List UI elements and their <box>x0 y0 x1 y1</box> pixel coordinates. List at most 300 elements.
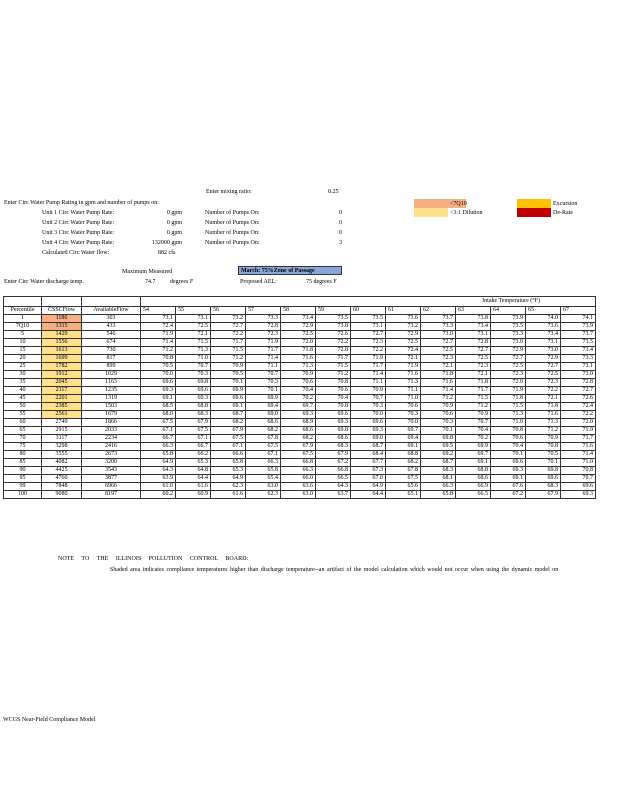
temperature-cell: 72.7 <box>561 387 596 395</box>
pump-rate-label: Unit 3 Circ Water Pump Rate: <box>42 230 115 236</box>
cssc-flow-cell: 2561 <box>42 411 82 419</box>
note-heading: NOTE TO THE ILLINOIS POLLUTION CONTROL BOARD: <box>58 556 249 562</box>
available-flow-cell: 303 <box>82 315 141 323</box>
temperature-header: 58 <box>281 307 316 315</box>
temperature-header: 56 <box>211 307 246 315</box>
temperature-header: 63 <box>456 307 491 315</box>
temperature-cell: 71.8 <box>421 371 456 379</box>
temperature-cell: 73.5 <box>561 339 596 347</box>
available-flow-cell: 2234 <box>82 435 141 443</box>
temperature-cell: 70.5 <box>141 363 176 371</box>
cssc-flow-cell: 1613 <box>42 347 82 355</box>
temperature-cell: 68.3 <box>316 443 351 451</box>
temperature-cell: 67.1 <box>176 435 211 443</box>
temperature-cell: 69.9 <box>211 387 246 395</box>
temperature-cell: 65.8 <box>141 451 176 459</box>
proposed-ael-label: Proposed AEL: <box>240 279 277 285</box>
temperature-cell: 69.1 <box>386 443 421 451</box>
note-text: Shaded area indicates compliance temperatures higher than discharge temperature--an artifact of the model calculation which would not occur when using the dynamic model on <box>110 567 559 573</box>
temperature-cell: 71.4 <box>246 355 281 363</box>
temperature-cell: 72.5 <box>281 331 316 339</box>
temperature-cell: 71.6 <box>561 443 596 451</box>
temperature-cell: 71.5 <box>211 347 246 355</box>
temperature-cell: 67.1 <box>246 451 281 459</box>
temperature-cell: 71.3 <box>526 419 561 427</box>
temperature-cell: 64.9 <box>141 459 176 467</box>
table-row <box>4 459 596 467</box>
available-flow-cell: 1503 <box>82 403 141 411</box>
temperature-cell: 68.4 <box>351 451 386 459</box>
available-flow-cell: 3877 <box>82 475 141 483</box>
pump-count-input[interactable]: 0 <box>339 230 342 236</box>
temperature-cell: 70.1 <box>211 379 246 387</box>
temperature-cell: 71.2 <box>526 427 561 435</box>
pump-count-label: Number of Pumps On: <box>205 230 260 236</box>
temperature-cell: 68.3 <box>526 483 561 491</box>
percentile-cell: 35 <box>4 379 42 387</box>
temperature-cell: 73.1 <box>526 339 561 347</box>
temperature-cell: 72.5 <box>456 355 491 363</box>
temperature-cell: 73.1 <box>561 363 596 371</box>
temperature-cell: 63.0 <box>281 491 316 499</box>
percentile-cell: 99 <box>4 483 42 491</box>
legend-label-dilution: <3:1 Dilution <box>450 210 483 216</box>
temperature-cell: 69.2 <box>421 451 456 459</box>
table-row <box>4 395 596 403</box>
temperature-cell: 71.2 <box>316 371 351 379</box>
temperature-cell: 73.6 <box>386 315 421 323</box>
temperature-cell: 68.2 <box>281 435 316 443</box>
temperature-cell: 68.2 <box>211 419 246 427</box>
temperature-cell: 71.6 <box>421 379 456 387</box>
temperature-cell: 72.2 <box>526 387 561 395</box>
temperature-cell: 71.3 <box>491 411 526 419</box>
temperature-cell: 73.5 <box>316 315 351 323</box>
available-flow-cell: 8197 <box>82 491 141 499</box>
temperature-cell: 63.6 <box>281 483 316 491</box>
temperature-cell: 72.2 <box>211 331 246 339</box>
available-flow-cell: 433 <box>82 323 141 331</box>
temperature-cell: 69.4 <box>386 435 421 443</box>
temperature-cell: 70.7 <box>176 363 211 371</box>
temperature-cell: 69.7 <box>281 403 316 411</box>
temperature-header: 61 <box>386 307 421 315</box>
temperature-cell: 71.7 <box>561 435 596 443</box>
temperature-cell: 66.0 <box>281 475 316 483</box>
max-measured-label: Maximum Measured <box>122 269 173 275</box>
percentile-cell: 15 <box>4 347 42 355</box>
temperature-cell: 72.1 <box>456 371 491 379</box>
temperature-cell: 71.4 <box>561 451 596 459</box>
temperature-cell: 67.2 <box>316 459 351 467</box>
temperature-cell: 72.3 <box>421 355 456 363</box>
temperature-cell: 69.6 <box>316 411 351 419</box>
temperature-cell: 70.6 <box>316 387 351 395</box>
temperature-cell: 72.9 <box>281 323 316 331</box>
temperature-cell: 71.6 <box>386 371 421 379</box>
percentile-cell: 70 <box>4 435 42 443</box>
temperature-cell: 71.0 <box>176 355 211 363</box>
cssc-flow-cell: 4760 <box>42 475 82 483</box>
temperature-cell: 71.3 <box>386 379 421 387</box>
temperature-cell: 67.6 <box>491 483 526 491</box>
percentile-cell: 95 <box>4 475 42 483</box>
cssc-flow-cell: 1429 <box>42 331 82 339</box>
temperature-cell: 70.6 <box>281 379 316 387</box>
temperature-cell: 61.0 <box>141 483 176 491</box>
temperature-cell: 71.7 <box>246 347 281 355</box>
temperature-cell: 67.5 <box>386 475 421 483</box>
cssc-flow-cell: 2201 <box>42 395 82 403</box>
temperature-cell: 73.6 <box>526 323 561 331</box>
pump-rate-input[interactable]: 132000 gpm <box>151 240 182 246</box>
table-row <box>4 491 596 499</box>
temperature-cell: 71.2 <box>456 403 491 411</box>
temperature-cell: 65.1 <box>386 491 421 499</box>
temperature-cell: 66.5 <box>456 491 491 499</box>
temperature-cell: 67.5 <box>141 419 176 427</box>
temperature-cell: 72.5 <box>421 347 456 355</box>
available-flow-cell: 3200 <box>82 459 141 467</box>
percentile-cell: 50 <box>4 403 42 411</box>
temperature-cell: 68.6 <box>246 419 281 427</box>
pump-count-label: Number of Pumps On: <box>205 210 260 216</box>
temperature-cell: 69.6 <box>351 419 386 427</box>
available-flow-cell: 6966 <box>82 483 141 491</box>
temperature-cell: 69.3 <box>281 411 316 419</box>
temperature-cell: 69.3 <box>176 395 211 403</box>
pump-count-label: Number of Pumps On: <box>205 220 260 226</box>
cssc-flow-cell: 1699 <box>42 355 82 363</box>
temperature-cell: 70.7 <box>351 395 386 403</box>
temperature-cell: 73.3 <box>246 315 281 323</box>
temperature-cell: 68.3 <box>421 467 456 475</box>
temperature-cell: 72.3 <box>491 371 526 379</box>
available-flow-cell: 1163 <box>82 379 141 387</box>
temperature-cell: 67.9 <box>211 427 246 435</box>
temperature-cell: 69.8 <box>526 467 561 475</box>
percentile-header: Percentile <box>4 307 42 315</box>
temperature-cell: 71.9 <box>386 363 421 371</box>
table-row <box>4 411 596 419</box>
temperature-cell: 69.5 <box>421 443 456 451</box>
temperature-cell: 68.2 <box>386 459 421 467</box>
temperature-cell: 70.0 <box>141 371 176 379</box>
temperature-cell: 69.4 <box>246 403 281 411</box>
temperature-cell: 64.9 <box>351 483 386 491</box>
pump-rate-input[interactable]: 0 gpm <box>166 210 182 216</box>
temperature-cell: 69.0 <box>351 435 386 443</box>
temperature-cell: 68.8 <box>456 467 491 475</box>
temperature-cell: 72.5 <box>491 363 526 371</box>
temperature-cell: 72.1 <box>386 355 421 363</box>
temperature-cell: 70.4 <box>491 443 526 451</box>
discharge-temp-input[interactable]: 74.7 <box>145 279 156 285</box>
temperature-cell: 73.3 <box>561 355 596 363</box>
temperature-header: 65 <box>526 307 561 315</box>
table-row <box>4 435 596 443</box>
temperature-cell: 66.5 <box>316 475 351 483</box>
temperature-cell: 72.3 <box>456 363 491 371</box>
temperature-header: 62 <box>421 307 456 315</box>
temperature-cell: 67.9 <box>526 491 561 499</box>
temperature-cell: 72.0 <box>491 379 526 387</box>
pump-count-input[interactable]: 0 <box>339 210 342 216</box>
temperature-cell: 70.8 <box>526 443 561 451</box>
temperature-cell: 70.9 <box>526 435 561 443</box>
temperature-cell: 64.9 <box>211 475 246 483</box>
temperature-cell: 67.1 <box>211 443 246 451</box>
legend-label-7q10: <7Q10 <box>450 201 467 207</box>
temperature-cell: 69.8 <box>421 435 456 443</box>
calc-flow-label: Calculated Circ Water flow: <box>42 250 110 256</box>
temperature-cell: 71.8 <box>281 347 316 355</box>
temperature-cell: 68.7 <box>211 411 246 419</box>
table-row <box>4 379 596 387</box>
temperature-cell: 70.2 <box>456 435 491 443</box>
percentile-cell: 80 <box>4 451 42 459</box>
table-row <box>4 315 596 323</box>
temperature-cell: 73.5 <box>491 323 526 331</box>
temperature-cell: 70.9 <box>281 371 316 379</box>
percentile-cell: 55 <box>4 411 42 419</box>
temperature-cell: 71.2 <box>141 347 176 355</box>
temperature-cell: 67.3 <box>351 467 386 475</box>
temperature-cell: 67.2 <box>491 491 526 499</box>
temperature-cell: 69.6 <box>561 483 596 491</box>
temperature-cell: 67.9 <box>176 419 211 427</box>
available-flow-cell: 2416 <box>82 443 141 451</box>
temperature-cell: 72.9 <box>526 355 561 363</box>
temperature-cell: 73.0 <box>421 331 456 339</box>
cssc-flow-cell: 9080 <box>42 491 82 499</box>
table-row <box>4 371 596 379</box>
legend-label-excursion: Excursion <box>553 201 578 207</box>
temperature-cell: 67.9 <box>281 443 316 451</box>
temperature-cell: 68.0 <box>141 411 176 419</box>
temperature-cell: 64.4 <box>176 475 211 483</box>
temperature-cell: 70.9 <box>421 403 456 411</box>
table-row <box>4 323 596 331</box>
legend-label-derate: De-Rate <box>553 210 573 216</box>
temperature-cell: 72.7 <box>421 339 456 347</box>
temperature-cell: 68.8 <box>386 451 421 459</box>
table-row <box>4 363 596 371</box>
temperature-cell: 70.1 <box>526 459 561 467</box>
available-flow-cell: 899 <box>82 363 141 371</box>
temperature-cell: 72.2 <box>316 339 351 347</box>
temperature-cell: 73.3 <box>491 331 526 339</box>
temperature-header: 67 <box>561 307 596 315</box>
cssc-flow-cell: 4425 <box>42 467 82 475</box>
table-row <box>4 387 596 395</box>
temperature-cell: 73.0 <box>316 323 351 331</box>
temperature-cell: 73.4 <box>561 347 596 355</box>
table-row <box>4 427 596 435</box>
temperature-cell: 67.5 <box>246 443 281 451</box>
mixing-ratio-input[interactable]: 0.25 <box>328 189 339 195</box>
temperature-cell: 73.1 <box>456 331 491 339</box>
temperature-cell: 71.5 <box>176 339 211 347</box>
temperature-cell: 68.7 <box>351 443 386 451</box>
temperature-cell: 66.3 <box>421 483 456 491</box>
temperature-cell: 69.8 <box>176 379 211 387</box>
temperature-cell: 70.5 <box>211 371 246 379</box>
temperature-cell: 70.9 <box>211 363 246 371</box>
temperature-cell: 73.3 <box>421 323 456 331</box>
temperature-cell: 71.3 <box>281 363 316 371</box>
temperature-cell: 71.6 <box>526 411 561 419</box>
cssc-flow-cell: 2045 <box>42 379 82 387</box>
temperature-cell: 72.7 <box>491 355 526 363</box>
temperature-cell: 64.3 <box>316 483 351 491</box>
temperature-cell: 64.3 <box>141 467 176 475</box>
temperature-cell: 69.1 <box>456 459 491 467</box>
temperature-header: 57 <box>246 307 281 315</box>
temperature-cell: 71.1 <box>386 387 421 395</box>
available-flow-cell: 1235 <box>82 387 141 395</box>
percentile-cell: 75 <box>4 443 42 451</box>
temperature-cell: 69.7 <box>386 427 421 435</box>
cssc-flow-cell: 3117 <box>42 435 82 443</box>
available-flow-cell: 2673 <box>82 451 141 459</box>
legend-swatch-derate <box>517 208 551 217</box>
temperature-cell: 67.5 <box>211 435 246 443</box>
temperature-cell: 68.1 <box>421 475 456 483</box>
temperature-cell: 72.9 <box>386 331 421 339</box>
temperature-cell: 72.0 <box>561 419 596 427</box>
temperature-cell: 73.9 <box>561 323 596 331</box>
percentile-cell: 20 <box>4 355 42 363</box>
temperature-cell: 71.0 <box>561 459 596 467</box>
temperature-cell: 63.9 <box>141 475 176 483</box>
available-flow-cell: 674 <box>82 339 141 347</box>
temperature-cell: 71.5 <box>491 403 526 411</box>
temperature-header: 54 <box>141 307 176 315</box>
temperature-cell: 72.8 <box>456 339 491 347</box>
temperature-cell: 68.6 <box>456 475 491 483</box>
pump-rate-input[interactable]: 0 gpm <box>166 220 182 226</box>
available-flow-cell: 730 <box>82 347 141 355</box>
temperature-cell: 70.8 <box>141 355 176 363</box>
percentile-cell: 100 <box>4 491 42 499</box>
discharge-temp-label: Enter Circ Water discharge temp. <box>4 279 84 285</box>
temperature-cell: 70.3 <box>421 419 456 427</box>
temperature-cell: 72.4 <box>386 347 421 355</box>
temperature-cell: 70.9 <box>456 411 491 419</box>
legend-swatch-dilution <box>414 208 448 217</box>
pump-rate-label: Unit 2 Circ Water Pump Rate: <box>42 220 115 226</box>
temperature-cell: 72.5 <box>386 339 421 347</box>
percentile-cell: 60 <box>4 419 42 427</box>
temperature-cell: 69.6 <box>141 379 176 387</box>
temperature-cell: 70.7 <box>456 419 491 427</box>
pump-heading: Enter Circ Water Pump Rating in gpm and number of pumps on: <box>4 200 159 206</box>
table-row <box>4 419 596 427</box>
table-row <box>4 339 596 347</box>
temperature-cell: 71.4 <box>351 371 386 379</box>
cssc-flow-cell: 4082 <box>42 459 82 467</box>
table-row <box>4 483 596 491</box>
temperature-cell: 72.1 <box>526 395 561 403</box>
temperature-cell: 70.0 <box>316 403 351 411</box>
temperature-cell: 71.4 <box>141 339 176 347</box>
available-flow-cell: 1679 <box>82 411 141 419</box>
table-row <box>4 347 596 355</box>
temperature-cell: 68.6 <box>281 427 316 435</box>
temperature-cell: 72.5 <box>526 371 561 379</box>
percentile-cell: 90 <box>4 467 42 475</box>
percentile-cell: 30 <box>4 371 42 379</box>
temperature-cell: 73.0 <box>526 347 561 355</box>
temperature-cell: 72.7 <box>211 323 246 331</box>
temperature-cell: 72.0 <box>281 339 316 347</box>
temperature-cell: 73.5 <box>351 315 386 323</box>
temperature-cell: 71.0 <box>386 395 421 403</box>
temperature-cell: 66.7 <box>176 443 211 451</box>
percentile-cell: 85 <box>4 459 42 467</box>
temperature-cell: 71.9 <box>351 355 386 363</box>
temperature-cell: 70.3 <box>351 403 386 411</box>
percentile-cell: 65 <box>4 427 42 435</box>
temperature-header: 59 <box>316 307 351 315</box>
temperature-cell: 62.3 <box>246 491 281 499</box>
pump-count-input[interactable]: 3 <box>339 240 342 246</box>
temperature-cell: 71.7 <box>456 387 491 395</box>
pump-rate-input[interactable]: 0 gpm <box>166 230 182 236</box>
temperature-cell: 71.8 <box>456 379 491 387</box>
temperature-cell: 70.8 <box>316 379 351 387</box>
temperature-cell: 70.3 <box>386 411 421 419</box>
cssc-flow-cell: 2117 <box>42 387 82 395</box>
temperature-cell: 67.1 <box>141 427 176 435</box>
temperature-header: 55 <box>176 307 211 315</box>
table-row <box>4 331 596 339</box>
temperature-cell: 72.3 <box>351 339 386 347</box>
temperature-cell: 70.8 <box>561 467 596 475</box>
temperature-cell: 73.0 <box>491 339 526 347</box>
temperature-cell: 68.7 <box>421 459 456 467</box>
temperature-cell: 69.3 <box>351 427 386 435</box>
temperature-cell: 72.3 <box>526 379 561 387</box>
temperature-cell: 64.4 <box>351 491 386 499</box>
percentile-cell: 5 <box>4 331 42 339</box>
temperature-cell: 65.3 <box>211 467 246 475</box>
cssc-flow-cell: 1912 <box>42 371 82 379</box>
temperature-cell: 66.3 <box>141 443 176 451</box>
percentile-cell: 45 <box>4 395 42 403</box>
cssc-flow-cell: 1315 <box>42 323 82 331</box>
temperature-cell: 72.8 <box>561 379 596 387</box>
temperature-cell: 72.2 <box>561 411 596 419</box>
temperature-cell: 71.5 <box>316 363 351 371</box>
temperature-cell: 73.2 <box>211 315 246 323</box>
temperature-cell: 67.8 <box>246 435 281 443</box>
temperature-cell: 73.9 <box>491 315 526 323</box>
table-row <box>4 475 596 483</box>
temperature-cell: 73.1 <box>351 323 386 331</box>
pump-count-input[interactable]: 0 <box>339 220 342 226</box>
cssc-flow-cell: 1782 <box>42 363 82 371</box>
available-flow-cell: 817 <box>82 355 141 363</box>
temperature-cell: 68.5 <box>141 403 176 411</box>
percentile-cell: 25 <box>4 363 42 371</box>
temperature-cell: 71.8 <box>526 403 561 411</box>
temperature-cell: 63.7 <box>316 491 351 499</box>
temperature-cell: 69.1 <box>141 395 176 403</box>
temperature-cell: 72.7 <box>456 347 491 355</box>
table-row <box>4 467 596 475</box>
